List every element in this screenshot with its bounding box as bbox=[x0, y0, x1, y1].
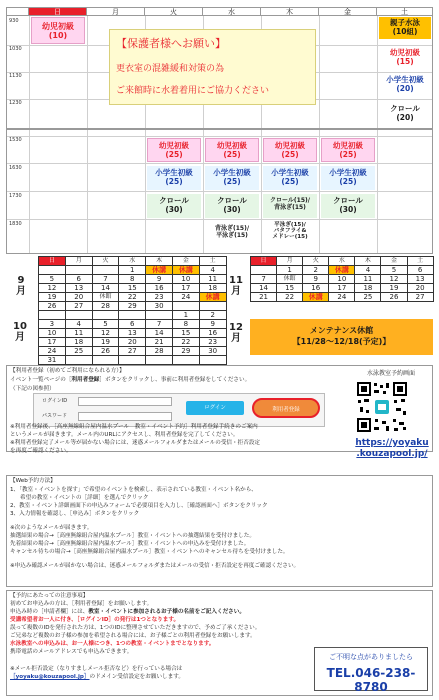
notice-line: 更衣室の混雑緩和対策の為 bbox=[116, 64, 225, 74]
calendar-cell: 10 bbox=[39, 329, 66, 338]
calendar-nov bbox=[250, 256, 434, 302]
notice-title: 【保護者様へお願い】 bbox=[116, 37, 226, 50]
calendar-cell bbox=[146, 311, 173, 320]
class-name: 小学生初級 bbox=[271, 168, 309, 177]
class-capacity: (25) bbox=[281, 149, 299, 159]
login-button[interactable]: ログイン bbox=[186, 401, 244, 415]
calendar-cell: 12 bbox=[381, 275, 407, 284]
calendar-cell: 16 bbox=[146, 284, 173, 293]
contact-phone[interactable]: TEL.046-238-8780 bbox=[326, 666, 416, 694]
cal-day-header: 火 bbox=[303, 257, 329, 266]
class-name: クロール bbox=[159, 196, 189, 205]
web-step: 1、「教室・イベントを探す」で希望のイベントを検索し、表示されている教室・イベント名から、 bbox=[10, 487, 257, 493]
calendar-cell bbox=[92, 266, 119, 275]
calendar-cell: 26 bbox=[39, 302, 66, 311]
calendar-cell: 7 bbox=[251, 275, 277, 284]
class-name: 親子水泳 bbox=[390, 18, 420, 27]
calendar-cell: 26 bbox=[381, 293, 407, 302]
calendar-cell: 22 bbox=[119, 293, 146, 302]
calendar-cell: 2 bbox=[303, 266, 329, 275]
calendar-cell: 27 bbox=[119, 347, 146, 356]
calendar-cell: 28 bbox=[92, 302, 119, 311]
day-header-thu: 木 bbox=[261, 8, 319, 16]
month-char: 月 bbox=[15, 332, 25, 343]
calendar-cell: 29 bbox=[172, 347, 199, 356]
cal-day-header: 水 bbox=[329, 257, 355, 266]
time-label: 1730 bbox=[9, 193, 22, 199]
web-mail-note: ※申込み確認メールが届かない場合は、迷惑メールフォルダまたはメールの受信・拒否設定を再度ご確認ください。 bbox=[10, 563, 300, 569]
text-fragment: 教室・イベントに参加されるお子様の名前をご記入ください。 bbox=[88, 609, 245, 615]
contact-label: ご不明な点がありましたら bbox=[329, 653, 413, 661]
cal-day-header: 日 bbox=[251, 257, 277, 266]
calendar-cell: 1 bbox=[172, 311, 199, 320]
calendar-cell: 23 bbox=[146, 293, 173, 302]
calendar-cell: 13 bbox=[119, 329, 146, 338]
class-wed-infant[interactable] bbox=[205, 138, 259, 162]
class-capacity: (15) bbox=[396, 56, 414, 66]
calendar-cell: 19 bbox=[381, 284, 407, 293]
calendar-cell: 8 bbox=[119, 275, 146, 284]
day-header-sat: 土 bbox=[377, 8, 432, 16]
class-capacity: (25) bbox=[223, 176, 241, 186]
cal-day-header: 木 bbox=[146, 257, 173, 266]
calendar-cell: 25 bbox=[65, 347, 92, 356]
month-label-dec bbox=[226, 322, 246, 344]
notice-line: ご来館時に水着着用にご協力ください bbox=[116, 86, 270, 96]
class-name: 小学生初級 bbox=[329, 168, 367, 177]
calendar-week-row bbox=[39, 329, 227, 338]
class-sat-parent-child[interactable] bbox=[379, 17, 431, 39]
calendar-cell bbox=[119, 311, 146, 320]
login-form-mock bbox=[33, 393, 325, 427]
calendar-cell: 21 bbox=[251, 293, 277, 302]
calendar-sep-oct bbox=[38, 256, 227, 365]
login-id-input[interactable] bbox=[78, 397, 172, 406]
login-id-label: ログインID bbox=[42, 398, 68, 404]
calendar-cell: 4 bbox=[355, 266, 381, 275]
cal-day-header: 日 bbox=[39, 257, 66, 266]
calendar-week-row bbox=[251, 266, 434, 275]
class-name: 小学生初級 bbox=[213, 168, 251, 177]
calendar-cell bbox=[92, 311, 119, 320]
calendar-cell: 14 bbox=[146, 329, 173, 338]
month-number: 11 bbox=[229, 275, 243, 286]
class-sun-infant[interactable] bbox=[31, 17, 85, 44]
class-tue-crawl[interactable] bbox=[147, 194, 201, 218]
calendar-cell-holiday: 休講 bbox=[199, 293, 226, 302]
registration-title: 【利用者登録（初めてご利用になられる方）】 bbox=[10, 368, 125, 374]
calendar-cell: 19 bbox=[39, 293, 66, 302]
calendar-cell-holiday: 休講 bbox=[303, 293, 329, 302]
caution-line: ※メール拒否設定（なりすましメール拒否など）を行っている場合は bbox=[10, 666, 183, 672]
calendar-cell bbox=[172, 356, 199, 365]
class-capacity: (25) bbox=[165, 176, 183, 186]
reservation-url-link[interactable] bbox=[347, 438, 437, 460]
caution-line: 携帯電話のメールアドレスでも申込みできます。 bbox=[10, 649, 133, 655]
time-label: 1230 bbox=[9, 100, 22, 106]
calendar-cell: 13 bbox=[65, 284, 92, 293]
text-fragment: 初めてお申込みの方は、［利用者登録］をお願いします。 bbox=[10, 601, 153, 607]
calendar-cell bbox=[251, 266, 277, 275]
month-label-sep bbox=[14, 275, 28, 297]
calendar-cell: 30 bbox=[199, 347, 226, 356]
grid-line bbox=[319, 16, 320, 253]
calendar-cell: 28 bbox=[146, 347, 173, 356]
calendar-cell-holiday: 休講 bbox=[146, 266, 173, 275]
web-step: 希望の教室・イベントの［詳細］を選んでクリック bbox=[20, 495, 149, 501]
month-char: 月 bbox=[16, 286, 26, 297]
class-name: 幼児初級 bbox=[159, 141, 189, 150]
calendar-cell: 5 bbox=[39, 275, 66, 284]
calendar-cell bbox=[65, 311, 92, 320]
class-capacity: (30) bbox=[339, 204, 357, 214]
registration-note: というメールが届きます。メール内のURLにアクセスし、利用者登録を完了してください。 bbox=[10, 432, 239, 438]
calendar-cell: 1 bbox=[119, 266, 146, 275]
calendar-cell: 14 bbox=[92, 284, 119, 293]
class-name-line: 背泳ぎ(15)/ bbox=[214, 225, 250, 232]
calendar-cell: 16 bbox=[303, 284, 329, 293]
class-wed-back-breast[interactable] bbox=[205, 224, 259, 244]
registration-note: を再度ご確認ください。 bbox=[10, 448, 72, 454]
calendar-cell bbox=[199, 356, 226, 365]
calendar-week-row bbox=[39, 320, 227, 329]
calendar-cell: 16 bbox=[199, 329, 226, 338]
class-capacity: (25) bbox=[165, 149, 183, 159]
calendar-header-row bbox=[39, 257, 227, 266]
day-header-tue: 火 bbox=[145, 8, 203, 16]
calendar-cell: 4 bbox=[65, 320, 92, 329]
class-name: 幼児初級 bbox=[390, 48, 420, 57]
class-fri-infant[interactable] bbox=[321, 138, 375, 162]
class-name-line: クロール(15)/ bbox=[270, 197, 310, 204]
calendar-cell: 3 bbox=[39, 320, 66, 329]
maintenance-period: 【11/28～12/18(予定)】 bbox=[292, 337, 391, 346]
class-name: 小学生初級 bbox=[386, 75, 424, 84]
calendar-week-row bbox=[39, 302, 227, 311]
class-capacity: (25) bbox=[339, 176, 357, 186]
calendar-cell-holiday: 休講 bbox=[172, 266, 199, 275]
calendar-cell: 15 bbox=[172, 329, 199, 338]
parent-notice bbox=[109, 29, 316, 105]
calendar-cell: 8 bbox=[172, 320, 199, 329]
calendar-cell: 21 bbox=[146, 338, 173, 347]
web-step: 2、教室・イベント詳細画面下の申込みフォームで必要項目を入力し、［確認画面へ］ボタンをクリック bbox=[10, 503, 268, 509]
calendar-week-row bbox=[39, 311, 227, 320]
calendar-cell: 2 bbox=[199, 311, 226, 320]
caution-title: 【予約にあたっての注意事項】 bbox=[10, 593, 89, 599]
web-title: 【Web予約方法】 bbox=[10, 478, 56, 484]
class-name: 幼児初級 bbox=[217, 141, 247, 150]
text-fragment: イベント一覧ページの［ bbox=[10, 377, 72, 383]
maintenance-closure bbox=[250, 319, 433, 355]
time-label: 930 bbox=[9, 18, 19, 24]
calendar-cell: 29 bbox=[119, 302, 146, 311]
qr-code[interactable] bbox=[356, 381, 408, 433]
calendar-cell: 7 bbox=[92, 275, 119, 284]
cal-day-header: 金 bbox=[172, 257, 199, 266]
calendar-cell bbox=[199, 302, 226, 311]
caution-line: 受講希望者お一人に付き、［ログインID］の発行は1つとなります。 bbox=[10, 617, 180, 623]
grid-line bbox=[29, 16, 30, 253]
class-tue-elementary[interactable] bbox=[147, 166, 201, 190]
cal-day-header: 火 bbox=[92, 257, 119, 266]
calendar-cell: 25 bbox=[355, 293, 381, 302]
cal-day-header: 月 bbox=[277, 257, 303, 266]
text-fragment: ］ボタンをクリックし、事前に利用者登録をしてください。 bbox=[99, 377, 251, 383]
cal-day-header: 木 bbox=[355, 257, 381, 266]
class-capacity: (20) bbox=[396, 112, 414, 122]
web-mail-note: キャンセル待ちの場合→［高座無線組合屋内温水プール］教室・イベントへのキャンセル待ちを受付けました。 bbox=[10, 549, 289, 555]
web-mail-note: 先着結果の場合→［高座無線組合屋内温水プール］教室・イベントへの申込みを受付けました。 bbox=[10, 541, 250, 547]
registration-instruction bbox=[10, 376, 250, 384]
registration-example: （下記の図参照） bbox=[10, 386, 55, 392]
month-char: 月 bbox=[231, 333, 241, 344]
calendar-cell: 20 bbox=[119, 338, 146, 347]
calendar-cell: 11 bbox=[65, 329, 92, 338]
caution-line bbox=[10, 673, 184, 681]
calendar-cell: 24 bbox=[172, 293, 199, 302]
caution-section bbox=[6, 590, 433, 696]
month-label-nov bbox=[226, 275, 246, 297]
calendar-cell: 17 bbox=[172, 284, 199, 293]
contact-box bbox=[314, 647, 428, 694]
calendar-cell: 30 bbox=[146, 302, 173, 311]
calendar-week-row bbox=[39, 284, 227, 293]
class-sat-elementary[interactable] bbox=[379, 73, 431, 97]
cal-day-header: 土 bbox=[407, 257, 433, 266]
class-sat-infant[interactable] bbox=[379, 46, 431, 70]
calendar-cell: 1 bbox=[277, 266, 303, 275]
class-capacity: (30) bbox=[165, 204, 183, 214]
cal-day-header: 水 bbox=[119, 257, 146, 266]
calendar-cell: 5 bbox=[381, 266, 407, 275]
calendar-cell: 9 bbox=[146, 275, 173, 284]
calendar-cell: 13 bbox=[407, 275, 433, 284]
calendar-cell: 6 bbox=[65, 275, 92, 284]
calendar-cell: 10 bbox=[329, 275, 355, 284]
calendar-cell: 17 bbox=[329, 284, 355, 293]
password-label: パスワード bbox=[42, 413, 68, 419]
month-number: 10 bbox=[13, 321, 27, 332]
calendar-cell: 17 bbox=[39, 338, 66, 347]
text-fragment: 利用者登録 bbox=[71, 377, 100, 383]
email-link[interactable]: ［yoyaku@kouzapool.jp］ bbox=[10, 674, 90, 680]
class-thu-breast-butterfly[interactable] bbox=[263, 221, 317, 247]
time-label: 1830 bbox=[9, 221, 22, 227]
day-header-fri: 金 bbox=[319, 8, 377, 16]
calendar-week-row bbox=[39, 347, 227, 356]
caution-line: 水泳教室への申込みは、お一人様につき、1つの教室・イベントまでとなります。 bbox=[10, 641, 215, 647]
calendar-cell: 22 bbox=[172, 338, 199, 347]
grid-line bbox=[7, 163, 432, 164]
grid-line bbox=[7, 191, 432, 192]
time-label: 1130 bbox=[9, 73, 22, 79]
calendar-cell: 15 bbox=[119, 284, 146, 293]
calendar-week-row bbox=[39, 275, 227, 284]
class-name: 幼児初級 bbox=[42, 22, 74, 31]
calendar-cell: 12 bbox=[39, 284, 66, 293]
class-fri-elementary[interactable] bbox=[321, 166, 375, 190]
calendar-header-row bbox=[251, 257, 434, 266]
calendar-week-row bbox=[39, 338, 227, 347]
calendar-cell bbox=[146, 356, 173, 365]
calendar-cell: 24 bbox=[329, 293, 355, 302]
class-capacity: (10) bbox=[48, 31, 68, 41]
calendar-cell-closed: 休館 bbox=[277, 275, 303, 284]
time-label: 1030 bbox=[9, 46, 22, 52]
class-name-line: 背泳ぎ(15) bbox=[274, 203, 306, 211]
time-label: 1530 bbox=[9, 137, 22, 143]
day-header-sun: 日 bbox=[29, 8, 87, 16]
web-mail-note: 抽選結果の場合→［高座無線組合屋内温水プール］教室・イベントへの抽選結果を受付けました。 bbox=[10, 533, 255, 539]
calendar-cell: 9 bbox=[199, 320, 226, 329]
caution-line: ご兄弟など複数のお子様の参加を希望される場合には、お子様ごとの利用者登録をお願いします。 bbox=[10, 633, 256, 639]
calendar-cell: 9 bbox=[303, 275, 329, 284]
calendar-cell: 26 bbox=[92, 347, 119, 356]
class-thu-elementary[interactable] bbox=[263, 166, 317, 190]
class-name-line: バタフライ& bbox=[273, 228, 307, 235]
class-name: 幼児初級 bbox=[275, 141, 305, 150]
time-column-header bbox=[7, 8, 29, 16]
class-capacity: (20) bbox=[396, 83, 414, 93]
calendar-cell: 7 bbox=[146, 320, 173, 329]
class-fri-crawl[interactable] bbox=[321, 194, 375, 218]
calendar-cell: 6 bbox=[407, 266, 433, 275]
calendar-cell: 4 bbox=[199, 266, 226, 275]
time-label: 1630 bbox=[9, 165, 22, 171]
class-sat-crawl[interactable] bbox=[379, 101, 431, 126]
calendar-cell: 11 bbox=[199, 275, 226, 284]
register-button[interactable]: 利用者登録 bbox=[252, 398, 320, 418]
caution-line: 誤って複数のIDを発行された方は、1つのIDに整理させていただきますので、予めご了承ください。 bbox=[10, 625, 261, 631]
class-capacity: (25) bbox=[223, 149, 241, 159]
weekly-schedule-grid bbox=[6, 7, 433, 254]
calendar-cell bbox=[172, 302, 199, 311]
day-header-wed: 水 bbox=[203, 8, 261, 16]
calendar-cell: 11 bbox=[355, 275, 381, 284]
calendar-cell: 27 bbox=[65, 302, 92, 311]
calendar-week-row bbox=[251, 284, 434, 293]
day-header-mon: 月 bbox=[87, 8, 145, 16]
calendar-cell: 31 bbox=[39, 356, 66, 365]
calendar-cell: 27 bbox=[407, 293, 433, 302]
class-capacity: (30) bbox=[223, 204, 241, 214]
password-input[interactable] bbox=[78, 412, 172, 421]
qr-title: 水泳教室予約画面 bbox=[366, 370, 415, 377]
cal-day-header: 土 bbox=[199, 257, 226, 266]
calendar-week-row bbox=[251, 275, 434, 284]
text-fragment: 申込み時の［申請者欄］には、 bbox=[10, 609, 89, 615]
class-wed-crawl[interactable] bbox=[205, 194, 259, 218]
class-capacity: (25) bbox=[281, 176, 299, 186]
calendar-cell: 5 bbox=[92, 320, 119, 329]
calendar-cell bbox=[92, 356, 119, 365]
class-name: クロール bbox=[217, 196, 247, 205]
calendar-week-row bbox=[39, 356, 227, 365]
month-number: 9 bbox=[17, 275, 25, 286]
class-name-line: メドレー(15) bbox=[272, 234, 308, 241]
calendar-cell: 24 bbox=[39, 347, 66, 356]
web-reservation-section bbox=[6, 475, 433, 587]
url-line: .kouzapool.jp/ bbox=[356, 449, 428, 459]
calendar-cell: 22 bbox=[277, 293, 303, 302]
calendar-cell: 12 bbox=[92, 329, 119, 338]
cal-day-header: 金 bbox=[381, 257, 407, 266]
cal-day-header: 月 bbox=[65, 257, 92, 266]
class-name-line: 平泳ぎ(15) bbox=[216, 231, 248, 239]
month-label-oct bbox=[10, 321, 30, 343]
calendar-cell: 19 bbox=[92, 338, 119, 347]
calendar-cell-closed: 休館 bbox=[92, 293, 119, 302]
calendar-cell: 18 bbox=[355, 284, 381, 293]
calendar-cell: 23 bbox=[199, 338, 226, 347]
class-name: 幼児初級 bbox=[333, 141, 363, 150]
calendar-cell: 10 bbox=[172, 275, 199, 284]
text-fragment: のドメイン受信設定をお願いします。 bbox=[89, 674, 184, 680]
class-thu-crawl-back[interactable] bbox=[263, 194, 317, 218]
calendar-cell: 18 bbox=[199, 284, 226, 293]
calendar-cell bbox=[39, 266, 66, 275]
calendar-week-row bbox=[39, 266, 227, 275]
month-char: 月 bbox=[231, 286, 241, 297]
class-name: クロール bbox=[333, 196, 363, 205]
grid-line bbox=[7, 136, 432, 137]
class-name: 小学生初級 bbox=[155, 168, 193, 177]
class-thu-infant[interactable] bbox=[263, 138, 317, 162]
grid-line bbox=[377, 16, 378, 253]
class-name-line: 平泳ぎ(15)/ bbox=[274, 222, 306, 228]
calendar-cell bbox=[119, 356, 146, 365]
class-name: クロール bbox=[390, 104, 420, 113]
url-line: https://yoyaku bbox=[355, 438, 429, 448]
calendar-week-row bbox=[39, 293, 227, 302]
registration-note: ※利用者登録後、［高座無線組合屋内温水プール 教室・イベント予約］利用者登録手続きのご案内 bbox=[10, 424, 258, 430]
web-mail-note: ※次のようなメールが届きます。 bbox=[10, 525, 93, 531]
month-number: 12 bbox=[229, 322, 243, 333]
calendar-cell: 20 bbox=[407, 284, 433, 293]
calendar-cell: 18 bbox=[65, 338, 92, 347]
section-divider bbox=[7, 128, 432, 130]
grid-line bbox=[87, 16, 88, 253]
calendar-week-row bbox=[251, 293, 434, 302]
qr-code-graphic bbox=[356, 381, 408, 433]
calendar-cell: 20 bbox=[65, 293, 92, 302]
calendar-cell: 6 bbox=[119, 320, 146, 329]
registration-note: ※利用者登録完了メール等が届かない場合には、迷惑メールフォルダまたはメールの受信・拒否設定 bbox=[10, 440, 260, 446]
calendar-cell-holiday: 休講 bbox=[329, 266, 355, 275]
grid-line bbox=[7, 219, 432, 220]
class-tue-infant[interactable] bbox=[147, 138, 201, 162]
calendar-cell bbox=[65, 266, 92, 275]
calendar-cell: 14 bbox=[251, 284, 277, 293]
class-capacity: (25) bbox=[339, 149, 357, 159]
calendar-cell bbox=[39, 311, 66, 320]
calendar-cell: 15 bbox=[277, 284, 303, 293]
maintenance-title: メンテナンス休館 bbox=[309, 326, 374, 335]
class-capacity: (10組) bbox=[392, 26, 418, 36]
class-wed-elementary[interactable] bbox=[205, 166, 259, 190]
web-step: 3、入力情報を確認し、［申込み］ボタンをクリック bbox=[10, 511, 140, 517]
calendar-cell bbox=[65, 356, 92, 365]
